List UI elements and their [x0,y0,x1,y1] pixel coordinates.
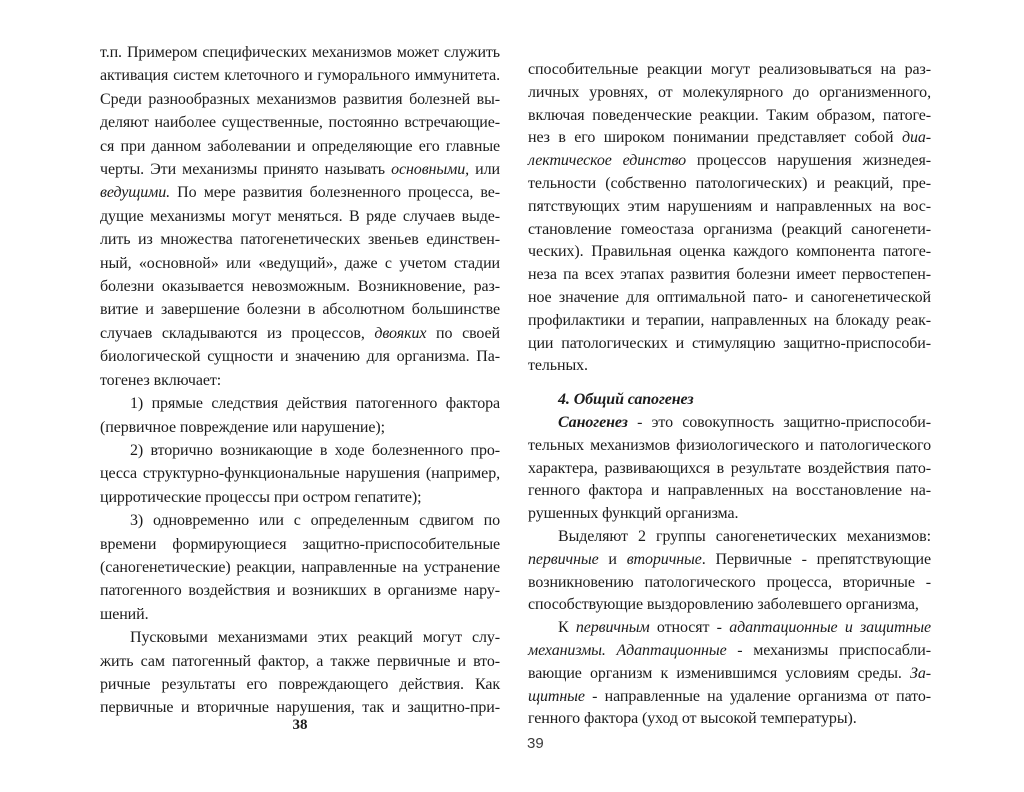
text-segment: Пусковыми механизмами этих реакций могут слу- [130,629,500,647]
text-segment: 4. Общий сапогенез [558,391,694,409]
text-line [528,150,931,173]
text-segment: К [558,619,576,637]
text-line [528,663,931,686]
text-line [100,64,500,87]
text-line [100,345,500,368]
text-segment: способствующие выздоровлению заболевшего организма, [528,596,919,614]
text-segment: или [469,161,500,179]
text-line [528,549,931,572]
text-line [100,41,500,64]
text-line [528,59,931,82]
text-segment: тельности (собственно патологических) и реакций, пре- [528,174,931,192]
text-segment: адаптационные и защитные [729,619,931,637]
text-segment: - это совокупность защитно-приспособи- [627,413,931,431]
text-segment: По мере развития болезненного процесса, ве- [170,184,500,202]
text-segment: первичным [575,619,650,637]
text-line [528,82,931,105]
text-line [528,503,931,526]
text-line [100,298,500,321]
page-number-right: 39 [527,735,544,752]
text-segment: ции патологических и стимуляцию защитно-приспособи- [528,334,931,352]
text-segment: деляют наиболее существенные, постоянно встречающие- [100,114,500,132]
text-segment: процессов нарушения жизнедея- [686,152,931,170]
text-segment: витие и завершение болезни в абсолютном большинстве [100,301,500,319]
text-line [528,458,931,481]
text-line [528,435,931,458]
text-line [528,355,931,378]
text-segment: 2) вторично возникающие в ходе болезненного про- [130,441,500,459]
text-line [100,462,500,485]
text-line [528,686,931,709]
section-heading [528,389,931,412]
text-line [528,708,931,731]
text-segment: ное значение для оптимальной пато- и саногенетической [528,288,931,306]
text-line [100,205,500,228]
text-segment: лектическое единство [528,152,687,170]
text-line [528,480,931,503]
text-line [100,88,500,111]
text-line [100,322,500,345]
text-line [100,392,500,415]
text-line [528,594,931,617]
text-line [528,572,931,595]
text-line [100,626,500,649]
text-segment: черты. Эти механизмы принято называть [100,161,392,179]
text-segment: профилактики и терапии, направленных на блокаду реак- [528,311,931,329]
text-line [100,252,500,275]
text-segment: жить сам патогенный фактор, а также первичные и вто- [100,652,500,670]
text-line [100,533,500,556]
text-segment: За- [910,664,931,682]
text-line [528,526,931,549]
text-segment: Среди разнообразных механизмов развития болезней вы- [100,90,500,108]
text-segment: механизмы. Адаптационные [528,641,727,659]
text-segment: . Первичные - препятствующие [701,550,932,568]
text-line [528,264,931,287]
text-segment: относят - [649,619,730,637]
text-line [100,439,500,462]
text-line [528,617,931,640]
text-line [528,127,931,150]
text-segment: болезни оказывается невозможным. Возникновение, раз- [100,278,500,296]
text-segment: тельных. [528,357,588,375]
text-segment: по своей [426,324,500,342]
text-segment: времени формирующиеся защитно-приспособительные [100,535,500,553]
text-segment: тельных механизмов физиологического и патологического [528,436,931,454]
text-line [100,603,500,626]
text-segment: - направленные на удаление организма от пато- [584,687,931,705]
text-segment: способительные реакции могут реализовываться на раз- [528,61,931,78]
text-line [100,369,500,392]
text-segment: генного фактора и направленных на восстановление на- [528,482,931,500]
text-segment: - механизмы приспосабли- [726,641,931,659]
text-segment: ведущими. [100,184,171,202]
text-segment: характера, развивающихся в результате воздействия пато- [528,459,931,477]
text-line [100,650,500,673]
text-line [528,310,931,333]
text-segment: патогенного воздействия и возникших в организме нару- [100,582,500,600]
text-line [100,275,500,298]
text-segment: личных уровнях, от молекулярного до организменного, [528,83,931,101]
text-segment: вторичные [626,550,702,568]
text-segment: ся при данном заболевании и определяющие его главные [100,137,500,155]
text-segment: двояких [374,324,427,342]
text-line [528,241,931,264]
text-segment: первичные [528,550,599,568]
text-segment: тогенез включает: [100,371,222,389]
text-segment: неза па всех этапах развития болезни имеет первостепен- [528,266,931,284]
text-segment: и [598,550,627,568]
text-line [100,486,500,509]
text-segment: Саногенез [558,413,628,431]
text-segment: лить из множества патогенетических звеньев единствен- [100,231,500,249]
text-line [528,219,931,242]
text-line [528,196,931,219]
text-segment: щитные [528,687,585,705]
text-line [100,416,500,439]
text-line [528,105,931,128]
text-segment: Выделяют 2 группы саногенетических механизмов: [558,527,931,545]
text-line [100,673,500,696]
text-segment: возникновению патологического процесса, вторичные - [528,573,931,591]
text-segment: ричные результаты его повреждающего действия. Как [100,675,500,693]
text-segment: ческих). Правильная оценка каждого компонента патоге- [528,243,931,261]
text-line [100,158,500,181]
text-segment: цесса структурно-функциональные нарушения (например, [100,465,500,483]
text-segment: биологической сущности и значению для организма. Па- [100,348,500,366]
text-segment: 1) прямые следствия действия патогенного фактора [130,395,500,413]
text-segment: цирротические процессы при остром гепатите); [100,488,422,506]
text-line [100,509,500,532]
text-segment: дущие механизмы могут меняться. В ряде случаев выде- [100,207,500,225]
text-segment: становление гомеостаза организма (реакций саногенети- [528,220,931,238]
text-segment: активация систем клеточного и гуморального иммунитета. [100,67,500,85]
text-segment: пятствующих этим нарушениям и направленных на вос- [528,197,931,215]
text-line [528,287,931,310]
page-38-text-column [100,41,500,720]
text-line [100,135,500,158]
text-line [100,228,500,251]
text-segment: 3) одновременно или с определенным сдвигом по [130,512,500,530]
text-line [528,412,931,435]
text-segment: вающие организм к изменившимся условиям среды. [528,664,911,682]
text-line [100,111,500,134]
text-segment: нез в его широком понимании представляет собой [528,129,902,147]
text-segment: генного фактора (уход от высокой температуры). [528,710,857,728]
text-segment: шений. [100,605,149,623]
page-39-text-column [528,59,931,731]
text-segment: (саногенетические) реакции, направленные на устранение [100,558,500,576]
text-segment: (первичное повреждение или нарушение); [100,418,385,436]
text-segment: ный, «основной» или «ведущий», даже с учетом стадии [100,254,500,272]
text-line [100,579,500,602]
text-segment: случаев складываются из процессов, [100,324,375,342]
text-segment: т.п. Примером специфических механизмов может служить [100,44,500,61]
text-line [528,173,931,196]
text-line [528,333,931,356]
text-segment: включая поведенческие реакции. Таким образом, патоге- [528,106,931,124]
text-segment: рушенных функций организма. [528,505,739,523]
text-line [100,181,500,204]
text-line [100,556,500,579]
text-segment: диа- [901,129,931,147]
text-segment: основными, [391,161,470,179]
text-line [528,640,931,663]
text-segment: первичные и вторичные нарушения, так и защитно-при- [100,699,500,717]
page-number-left: 38 [292,717,308,733]
